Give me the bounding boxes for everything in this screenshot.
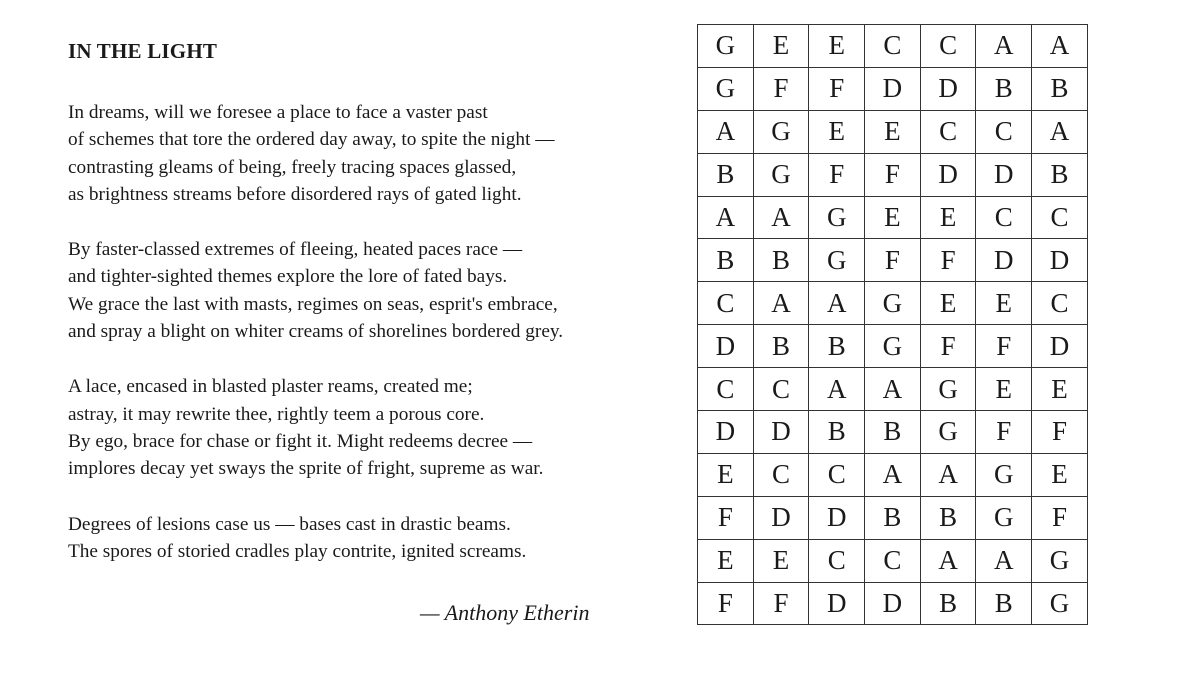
grid-cell: B: [809, 411, 865, 454]
grid-cell: E: [698, 539, 754, 582]
grid-row: [698, 282, 1088, 325]
grid-cell: A: [920, 453, 976, 496]
grid-cell: F: [698, 496, 754, 539]
grid-cell: B: [1032, 67, 1088, 110]
grid-cell: A: [809, 282, 865, 325]
grid-cell: A: [865, 453, 921, 496]
grid-row: [698, 325, 1088, 368]
grid-cell: E: [976, 368, 1032, 411]
grid-cell: C: [698, 368, 754, 411]
grid-cell: F: [753, 67, 809, 110]
grid-cell: D: [698, 411, 754, 454]
grid-cell: G: [698, 25, 754, 68]
grid-cell: F: [809, 67, 865, 110]
grid-cell: A: [976, 25, 1032, 68]
grid-cell: A: [753, 196, 809, 239]
grid-cell: E: [920, 282, 976, 325]
grid-cell: B: [1032, 153, 1088, 196]
grid-cell: F: [753, 582, 809, 625]
grid-cell: B: [753, 239, 809, 282]
poem-title: IN THE LIGHT: [68, 39, 218, 63]
grid-cell: C: [698, 282, 754, 325]
grid-cell: E: [753, 539, 809, 582]
grid-cell: E: [976, 282, 1032, 325]
grid-cell: G: [698, 67, 754, 110]
grid-cell: D: [809, 496, 865, 539]
poem-line: The spores of storied cradles play contrite, ignited screams.: [68, 540, 527, 562]
grid-cell: B: [698, 239, 754, 282]
grid-row: [698, 453, 1088, 496]
grid-cell: B: [976, 67, 1032, 110]
grid-cell: A: [1032, 25, 1088, 68]
grid-cell: C: [920, 110, 976, 153]
grid-cell: C: [753, 368, 809, 411]
grid-cell: E: [809, 110, 865, 153]
grid-cell: A: [809, 368, 865, 411]
poem-line: In dreams, will we foresee a place to face a vaster past: [68, 102, 488, 123]
grid-cell: A: [865, 368, 921, 411]
grid-cell: B: [976, 582, 1032, 625]
grid-cell: A: [976, 539, 1032, 582]
poem-line: implores decay yet sways the sprite of fright, supreme as war.: [68, 458, 544, 480]
grid-cell: A: [1032, 110, 1088, 153]
stanza: [68, 236, 628, 345]
grid-row: [698, 25, 1088, 68]
grid-cell: E: [809, 25, 865, 68]
grid-cell: F: [865, 239, 921, 282]
grid-cell: F: [698, 582, 754, 625]
grid-row: [698, 239, 1088, 282]
poem-stanzas: [68, 99, 628, 565]
stanza: [68, 99, 628, 208]
grid-cell: F: [920, 325, 976, 368]
poem-line: Degrees of lesions case us — bases cast in drastic beams.: [68, 513, 511, 535]
grid-row: [698, 539, 1088, 582]
grid-cell: C: [809, 453, 865, 496]
grid-cell: B: [865, 411, 921, 454]
grid-cell: B: [753, 325, 809, 368]
grid-cell: D: [976, 239, 1032, 282]
grid-cell: G: [920, 411, 976, 454]
grid-row: [698, 411, 1088, 454]
grid-cell: G: [865, 325, 921, 368]
grid-cell: C: [865, 539, 921, 582]
poem-panel: [68, 36, 628, 593]
grid-row: [698, 582, 1088, 625]
grid-cell: B: [920, 582, 976, 625]
poem-line: as brightness streams before disordered rays of gated light.: [68, 183, 522, 205]
grid-cell: B: [809, 325, 865, 368]
grid-cell: G: [753, 153, 809, 196]
poem-line: contrasting gleams of being, freely tracing spaces glassed,: [68, 156, 517, 178]
grid-cell: D: [753, 411, 809, 454]
grid-cell: A: [698, 110, 754, 153]
grid-cell: C: [1032, 282, 1088, 325]
grid-cell: G: [809, 196, 865, 239]
grid-cell: D: [809, 582, 865, 625]
grid-row: [698, 496, 1088, 539]
grid-cell: F: [809, 153, 865, 196]
poem-line: astray, it may rewrite thee, rightly teem a porous core.: [68, 403, 485, 425]
grid-cell: C: [1032, 196, 1088, 239]
grid-cell: E: [920, 196, 976, 239]
grid-cell: E: [865, 196, 921, 239]
grid-cell: C: [809, 539, 865, 582]
grid-cell: D: [1032, 325, 1088, 368]
grid-cell: C: [920, 25, 976, 68]
grid-cell: A: [753, 282, 809, 325]
poem-line: of schemes that tore the ordered day away, to spite the night —: [68, 129, 555, 151]
grid-row: [698, 196, 1088, 239]
grid-cell: D: [976, 153, 1032, 196]
grid-cell: F: [1032, 411, 1088, 454]
grid-cell: E: [865, 110, 921, 153]
grid-cell: D: [753, 496, 809, 539]
grid-cell: F: [865, 153, 921, 196]
stanza: [68, 511, 628, 566]
grid-cell: D: [920, 153, 976, 196]
grid-row: [698, 368, 1088, 411]
grid-cell: E: [1032, 368, 1088, 411]
grid-cell: G: [976, 453, 1032, 496]
grid-row: [698, 67, 1088, 110]
grid-cell: C: [865, 25, 921, 68]
stanza: [68, 373, 628, 482]
grid-cell: F: [920, 239, 976, 282]
grid-cell: E: [1032, 453, 1088, 496]
rhyme-scheme-grid: [697, 24, 1088, 625]
grid-cell: G: [976, 496, 1032, 539]
author-credit: — Anthony Etherin: [420, 600, 590, 625]
grid-cell: F: [976, 325, 1032, 368]
grid-cell: D: [865, 67, 921, 110]
poem-line: and tighter-sighted themes explore the lore of fated bays.: [68, 266, 508, 288]
poem-line: We grace the last with masts, regimes on seas, esprit's embrace,: [68, 293, 558, 315]
grid-cell: D: [865, 582, 921, 625]
grid-cell: A: [920, 539, 976, 582]
grid-cell: G: [1032, 539, 1088, 582]
grid-cell: G: [865, 282, 921, 325]
rhyme-grid-panel: [697, 24, 1088, 625]
poem-line: By ego, brace for chase or fight it. Might redeems decree —: [68, 430, 533, 452]
grid-cell: G: [1032, 582, 1088, 625]
poem-line: and spray a blight on whiter creams of shorelines bordered grey.: [68, 321, 564, 343]
grid-cell: D: [920, 67, 976, 110]
grid-cell: E: [698, 453, 754, 496]
grid-cell: C: [976, 196, 1032, 239]
grid-cell: C: [753, 453, 809, 496]
grid-cell: A: [698, 196, 754, 239]
grid-cell: D: [1032, 239, 1088, 282]
grid-cell: G: [809, 239, 865, 282]
grid-cell: B: [698, 153, 754, 196]
grid-row: [698, 110, 1088, 153]
poem-line: By faster-classed extremes of fleeing, heated paces race —: [68, 239, 523, 261]
poem-line: A lace, encased in blasted plaster reams, created me;: [68, 376, 473, 398]
grid-cell: B: [920, 496, 976, 539]
grid-cell: F: [1032, 496, 1088, 539]
grid-cell: G: [920, 368, 976, 411]
grid-cell: G: [753, 110, 809, 153]
grid-cell: E: [753, 25, 809, 68]
grid-row: [698, 153, 1088, 196]
grid-cell: B: [865, 496, 921, 539]
grid-cell: C: [976, 110, 1032, 153]
grid-cell: F: [976, 411, 1032, 454]
grid-cell: D: [698, 325, 754, 368]
